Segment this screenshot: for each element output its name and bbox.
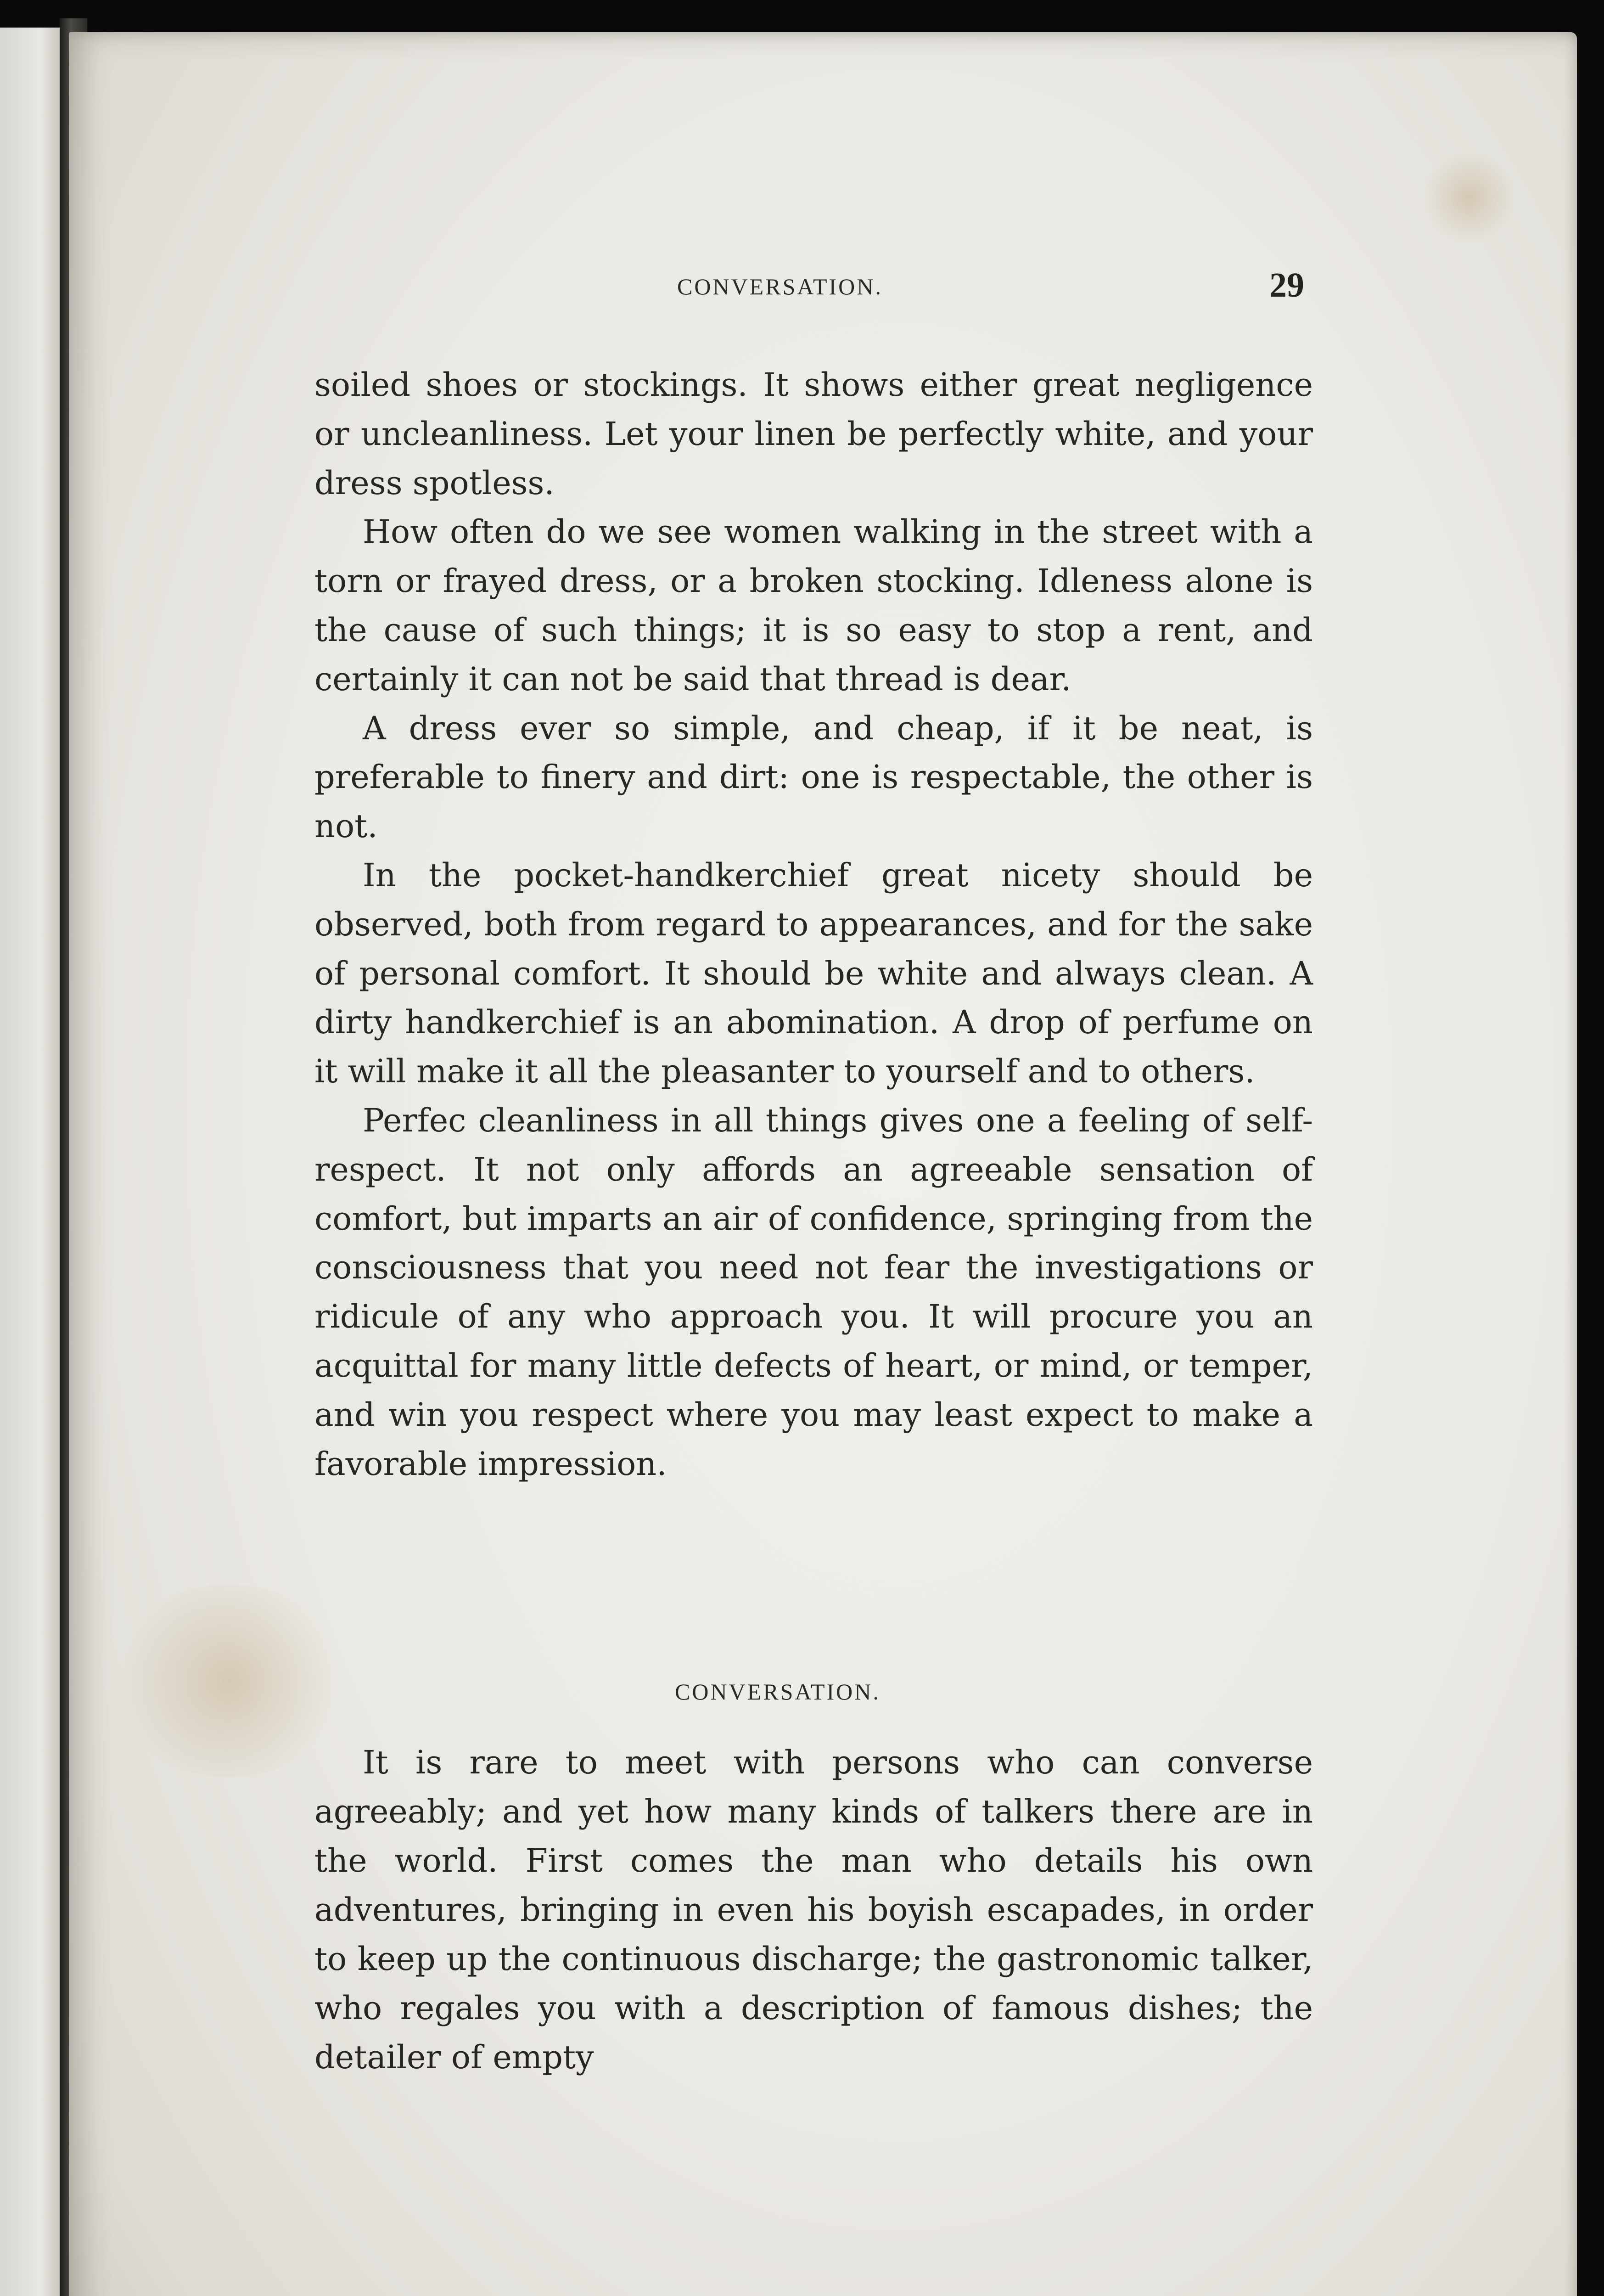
body-text bbox=[314, 360, 1313, 1488]
section-heading: CONVERSATION. bbox=[675, 1679, 881, 1705]
paragraph: A dress ever so simple, and cheap, if it be neat, is preferable to finery and dirt: one is respectable, the other is not. bbox=[314, 709, 1313, 845]
page-number: 29 bbox=[1269, 266, 1304, 304]
foxing-stain bbox=[110, 1584, 349, 1777]
paragraph: soiled shoes or stockings. It shows either great negligence or uncleanliness. Let your linen be perfectly white, and your dress spotless. bbox=[314, 366, 1313, 502]
paragraph: In the pocket-handkerchief great nicety should be observed, both from regard to appearances, and for the sake of personal comfort. It should be white and always clean. A dirty handkerchief is an abomination. A drop of perfume on it will make it all the pleasanter to yourself and to others. bbox=[314, 856, 1313, 1091]
paragraph: Perfec cleanliness in all things gives one a feeling of self-respect. It not only affords an agreeable sensation of comfort, but imparts an air of confidence, springing from the consciousness that you need not fear the investigations or ridicule of any who approach you. It will procure you an acquittal for many little defects of heart, or mind, or temper, and win you respect where you may least expect to make a favorable impression. bbox=[314, 1101, 1313, 1483]
running-title: CONVERSATION. bbox=[677, 274, 883, 299]
section-text bbox=[314, 1738, 1313, 2082]
paragraph: It is rare to meet with persons who can converse agreeably; and yet how many kinds of talkers there are in the world. First comes the man who details his own adventures, bringing in even his boyish escapades, in order to keep up the continuous discharge; the gastronomic talker, who regales you with a description of famous dishes; the detailer of empty bbox=[314, 1744, 1313, 2076]
foxing-stain bbox=[1423, 152, 1515, 243]
paragraph: How often do we see women walking in the street with a torn or frayed dress, or a broken stocking. Idleness alone is the cause of such things; it is so easy to stop a rent, and certainly it can not be said that thread is dear. bbox=[314, 513, 1313, 698]
